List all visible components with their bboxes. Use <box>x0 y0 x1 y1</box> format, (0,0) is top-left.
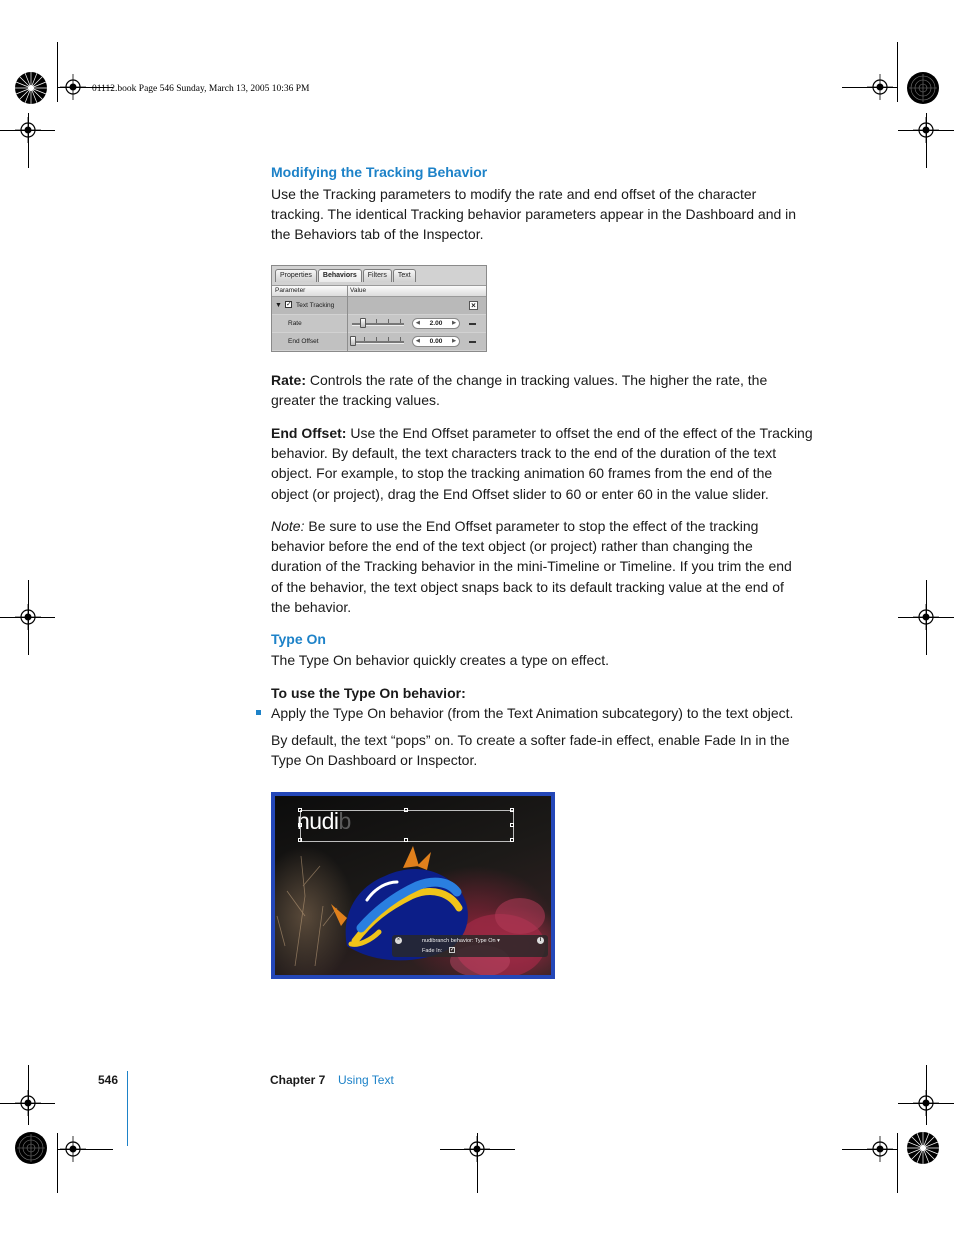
slider-tick <box>400 337 401 341</box>
registration-mark-icon <box>913 117 939 143</box>
registration-mark-icon <box>913 604 939 630</box>
slider-tick <box>388 337 389 341</box>
tab-text[interactable]: Text <box>393 269 416 282</box>
tab-behaviors[interactable]: Behaviors <box>318 269 362 282</box>
term-end-offset: End Offset: <box>271 425 347 441</box>
disclosure-triangle-icon[interactable]: ▼ <box>275 302 282 309</box>
increment-arrow-icon[interactable]: ▶ <box>452 338 456 344</box>
decrement-arrow-icon[interactable]: ◀ <box>416 320 420 326</box>
inspector-screenshot <box>271 265 487 352</box>
registration-mark-icon <box>60 74 86 100</box>
selection-handle[interactable] <box>510 823 514 827</box>
rate-value-field[interactable] <box>412 318 460 329</box>
text-line: Controls the rate of the change in tracking values. The higher the rate, the <box>306 372 768 388</box>
text-line: behavior before the end of the text object (or project) rather than changing the <box>271 538 753 555</box>
inspector-tabs <box>275 269 417 283</box>
column-header-parameter: Parameter <box>275 287 306 294</box>
canvas-scene <box>275 796 551 975</box>
parameter-row-end-offset <box>272 333 486 350</box>
section-heading-tracking: Modifying the Tracking Behavior <box>271 164 488 180</box>
registration-mark-icon <box>867 74 893 100</box>
tab-properties[interactable]: Properties <box>275 269 317 282</box>
selection-handle[interactable] <box>298 838 302 842</box>
end-offset-value: 0.00 <box>429 338 443 345</box>
footer-rule <box>127 1071 128 1146</box>
registration-mark-icon <box>15 1090 41 1116</box>
tracking-intro <box>271 184 831 245</box>
text-line: object. For example, to stop the tracking animation 60 frames from the end of the <box>271 465 773 482</box>
rate-description <box>271 370 831 410</box>
text-line: duration of the Tracking behavior in the mini-Timeline or Timeline. If you trim the end <box>271 558 792 575</box>
selection-handle[interactable] <box>404 838 408 842</box>
dashboard-hud <box>392 935 548 957</box>
text-line: of the behavior, the text object snaps back to its default tracking value at the end of <box>271 578 784 595</box>
text-line: tracking. The identical Tracking behavior parameters appear in the Dashboard and in <box>271 206 797 223</box>
type-on-intro: The Type On behavior quickly creates a type on effect. <box>271 652 610 668</box>
tab-filters[interactable]: Filters <box>363 269 392 282</box>
star-target-icon <box>14 71 48 105</box>
task-heading: To use the Type On behavior: <box>271 685 466 701</box>
end-offset-value-field[interactable] <box>412 336 460 347</box>
bullet-step: Apply the Type On behavior (from the Text Animation subcategory) to the text object. <box>271 705 794 721</box>
registration-mark-icon <box>913 1090 939 1116</box>
canvas-screenshot <box>271 792 555 979</box>
term-rate: Rate: <box>271 372 307 388</box>
parameter-row-rate <box>272 315 486 332</box>
selection-handle[interactable] <box>404 808 408 812</box>
section-heading-type-on: Type On <box>271 631 326 647</box>
parameter-name: End Offset <box>288 338 319 345</box>
slider-tick <box>400 319 401 323</box>
print-slug: 01112.book Page 546 Sunday, March 13, 2005 10:36 PM <box>92 84 310 94</box>
fade-in-checkbox[interactable]: ✓ <box>450 947 456 953</box>
reset-icon[interactable] <box>469 323 476 325</box>
behavior-group-row[interactable] <box>272 297 486 314</box>
selection-handle[interactable] <box>298 808 302 812</box>
text-line: Use the End Offset parameter to offset the end of the effect of the Tracking <box>346 425 813 441</box>
registration-mark-icon <box>464 1136 490 1162</box>
end-offset-slider[interactable] <box>352 341 404 344</box>
slider-tick <box>376 319 377 323</box>
slider-tick <box>364 337 365 341</box>
selection-handle[interactable] <box>298 823 302 827</box>
behavior-name: Text Tracking <box>296 302 335 309</box>
selection-handle[interactable] <box>510 838 514 842</box>
term-note: Note: <box>271 518 305 534</box>
chapter-name: Using Text <box>338 1073 394 1087</box>
text-line: object (or project), drag the End Offset slider to 60 or enter 60 in the value slider. <box>271 485 769 502</box>
registration-mark-icon <box>867 1136 893 1162</box>
typed-text-faded: b <box>338 808 351 834</box>
note-paragraph <box>271 516 831 617</box>
star-target-icon <box>14 1131 48 1165</box>
fade-in-label: Fade In: <box>422 948 443 954</box>
enable-checkbox[interactable]: ✓ <box>286 301 292 308</box>
column-divider <box>347 285 348 351</box>
text-line: greater the tracking values. <box>271 392 440 409</box>
registration-mark-icon <box>60 1136 86 1162</box>
text-line: Use the Tracking parameters to modify the rate and end offset of the character <box>271 186 757 202</box>
page-number: 546 <box>98 1073 119 1087</box>
increment-arrow-icon[interactable]: ▶ <box>452 320 456 326</box>
rate-value: 2.00 <box>429 320 443 327</box>
star-target-icon <box>906 1131 940 1165</box>
info-icon[interactable]: i <box>537 937 544 944</box>
hud-title[interactable]: nudibranch behavior: Type On ▾ <box>422 938 500 944</box>
column-header <box>272 285 486 297</box>
text-line: the behavior. <box>271 598 352 615</box>
text-line: Type On Dashboard or Inspector. <box>271 752 478 769</box>
bullet-icon <box>256 710 261 715</box>
registration-mark-icon <box>15 117 41 143</box>
registration-mark-icon <box>15 604 41 630</box>
text-line: Be sure to use the End Offset parameter to stop the effect of the tracking <box>304 518 759 534</box>
slider-knob[interactable] <box>360 318 366 328</box>
typed-text-visible: nudi <box>297 808 339 834</box>
reset-icon[interactable] <box>469 341 476 343</box>
column-header-value: Value <box>350 287 367 294</box>
text-line: behavior. By default, the text characters track to the end of the duration of the text <box>271 445 777 462</box>
remove-behavior-icon[interactable]: × <box>469 301 478 310</box>
star-target-icon <box>906 71 940 105</box>
slider-knob[interactable] <box>350 336 356 346</box>
slider-tick <box>376 337 377 341</box>
text-line: the Behaviors tab of the Inspector. <box>271 226 484 243</box>
decrement-arrow-icon[interactable]: ◀ <box>416 338 420 344</box>
end-offset-description <box>271 423 831 504</box>
slider-tick <box>388 319 389 323</box>
selection-handle[interactable] <box>510 808 514 812</box>
parameter-name: Rate <box>288 320 302 327</box>
text-line: By default, the text “pops” on. To create a softer fade-in effect, enable Fade In in the <box>271 732 790 748</box>
close-icon[interactable]: × <box>396 937 401 943</box>
type-on-after <box>271 730 831 770</box>
chapter-label: Chapter 7 <box>270 1073 326 1087</box>
